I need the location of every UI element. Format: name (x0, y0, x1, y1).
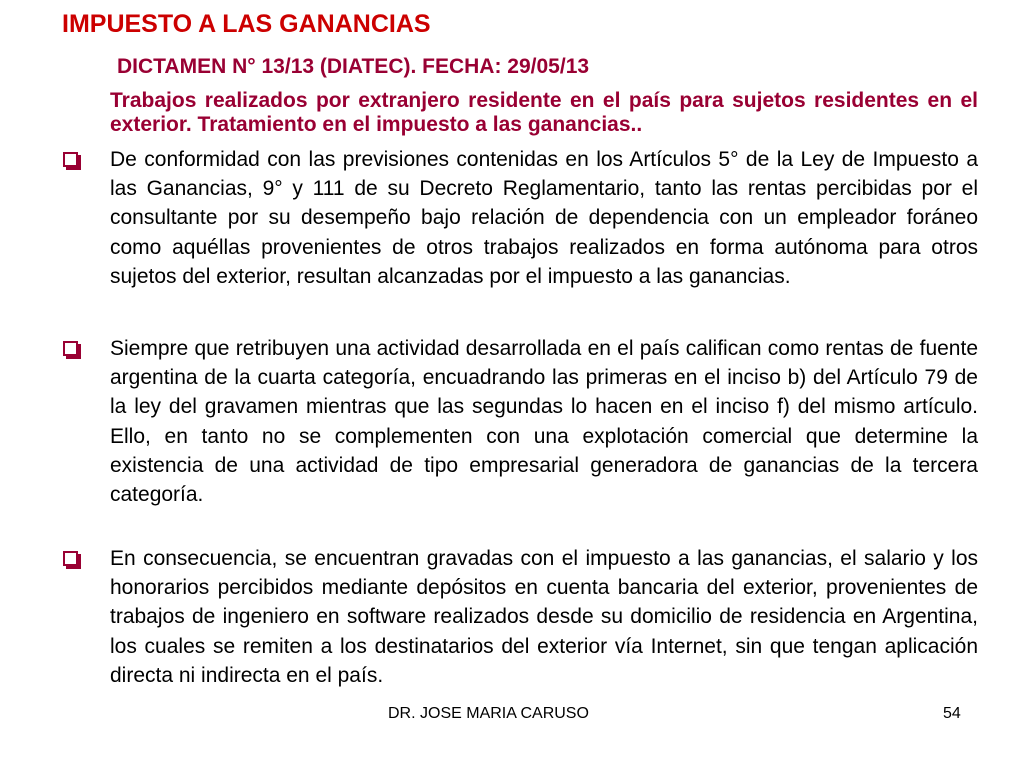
hollow-square-bullet-icon (63, 551, 78, 566)
hollow-square-bullet-icon (63, 341, 78, 356)
intro-paragraph: Trabajos realizados por extranjero residente en el país para sujetos residentes en el exterior. Tratamiento en el impuesto a las ganancias.. (110, 89, 978, 136)
bullet-paragraph-1: De conformidad con las previsiones contenidas en los Artículos 5° de la Ley de Impuesto a las Ganancias, 9° y 111 de su Decreto Reglamentario, tanto las rentas percibidas por el consultante por su desempeño bajo relación de dependencia con un empleador foráneo como aquéllas provenientes de otros trabajos realizados en forma autónoma para otros sujetos del exterior, resultan alcanzadas por el impuesto a las ganancias. (110, 148, 978, 288)
hollow-square-bullet-icon (63, 152, 78, 167)
slide-subtitle: DICTAMEN N° 13/13 (DIATEC). FECHA: 29/05/13 (117, 55, 590, 78)
bullet-paragraph-2: Siempre que retribuyen una actividad desarrollada en el país califican como rentas de fuente argentina de la cuarta categoría, encuadrando las primeras en el inciso b) del Artículo 79 de la ley del gravamen mientras que las segundas lo hacen en el inciso f) del mismo artículo. Ello, en tanto no se complementen con una explotación comercial que determine la existencia de una actividad de tipo empresarial generadora de ganancias de la tercera categoría. (110, 337, 978, 507)
bullet-paragraph-3: En consecuencia, se encuentran gravadas con el impuesto a las ganancias, el salario y los honorarios percibidos mediante depósitos en cuenta bancaria del exterior, provenientes de trabajos de ingeniero en software realizados desde su domicilio de residencia en Argentina, los cuales se remiten a los destinatarios del exterior vía Internet, sin que tengan aplicación directa ni indirecta en el país. (110, 547, 978, 687)
page-number: 54 (943, 705, 961, 722)
footer-author: DR. JOSE MARIA CARUSO (388, 705, 589, 722)
slide-title: IMPUESTO A LAS GANANCIAS (62, 10, 431, 38)
